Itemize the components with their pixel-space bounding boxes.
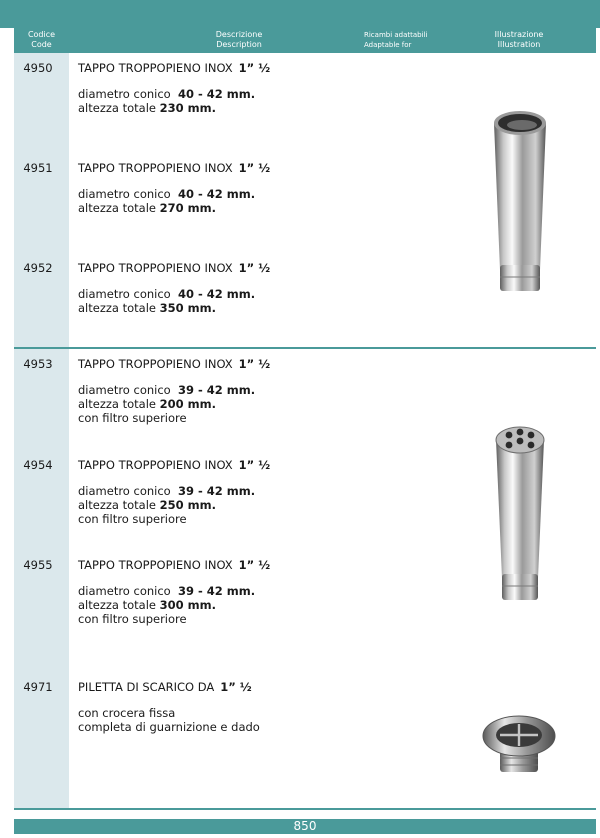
bottom-divider [14,808,596,810]
product-details: diametro conico 39 - 42 mm. altezza totale 200 mm. con filtro superiore [78,383,256,425]
product-code: 4971 [23,680,53,694]
page-number: 850 [14,819,596,834]
product-code: 4954 [23,458,53,472]
product-details: diametro conico 40 - 42 mm. altezza totale 230 mm. [78,87,256,115]
product-code: 4952 [23,261,53,275]
header-illustration: Illustrazione Illustration [494,30,544,49]
top-band [0,0,600,28]
product-title: TAPPO TROPPOPIENO INOX 1” ½ [78,558,271,572]
product-code: 4953 [23,357,53,371]
product-details: diametro conico 39 - 42 mm. altezza totale 250 mm. con filtro superiore [78,484,256,526]
header-code: Codice Code [27,30,56,49]
product-code: 4955 [23,558,53,572]
product-title: TAPPO TROPPOPIENO INOX 1” ½ [78,261,271,275]
product-details: diametro conico 39 - 42 mm. altezza totale 300 mm. con filtro superiore [78,584,256,626]
section-divider [14,347,596,349]
product-details: diametro conico 40 - 42 mm. altezza totale 350 mm. [78,287,256,315]
table-header [14,28,596,53]
product-title: TAPPO TROPPOPIENO INOX 1” ½ [78,61,271,75]
header-description: Descrizione Description [215,30,263,49]
product-title: TAPPO TROPPOPIENO INOX 1” ½ [78,161,271,175]
product-title: TAPPO TROPPOPIENO INOX 1” ½ [78,458,271,472]
filtered-overflow-tube-illustration [490,420,550,605]
drain-strainer-illustration [482,708,556,780]
overflow-tube-illustration [488,105,552,295]
product-details: con crocera fissa completa di guarnizione e dado [78,706,260,734]
header-spare-parts: Ricambi adattabili Adaptable for [364,31,428,49]
product-title: TAPPO TROPPOPIENO INOX 1” ½ [78,357,271,371]
product-code: 4951 [23,161,53,175]
product-title: PILETTA DI SCARICO DA 1” ½ [78,680,252,694]
product-code: 4950 [23,61,53,75]
product-details: diametro conico 40 - 42 mm. altezza totale 270 mm. [78,187,256,215]
